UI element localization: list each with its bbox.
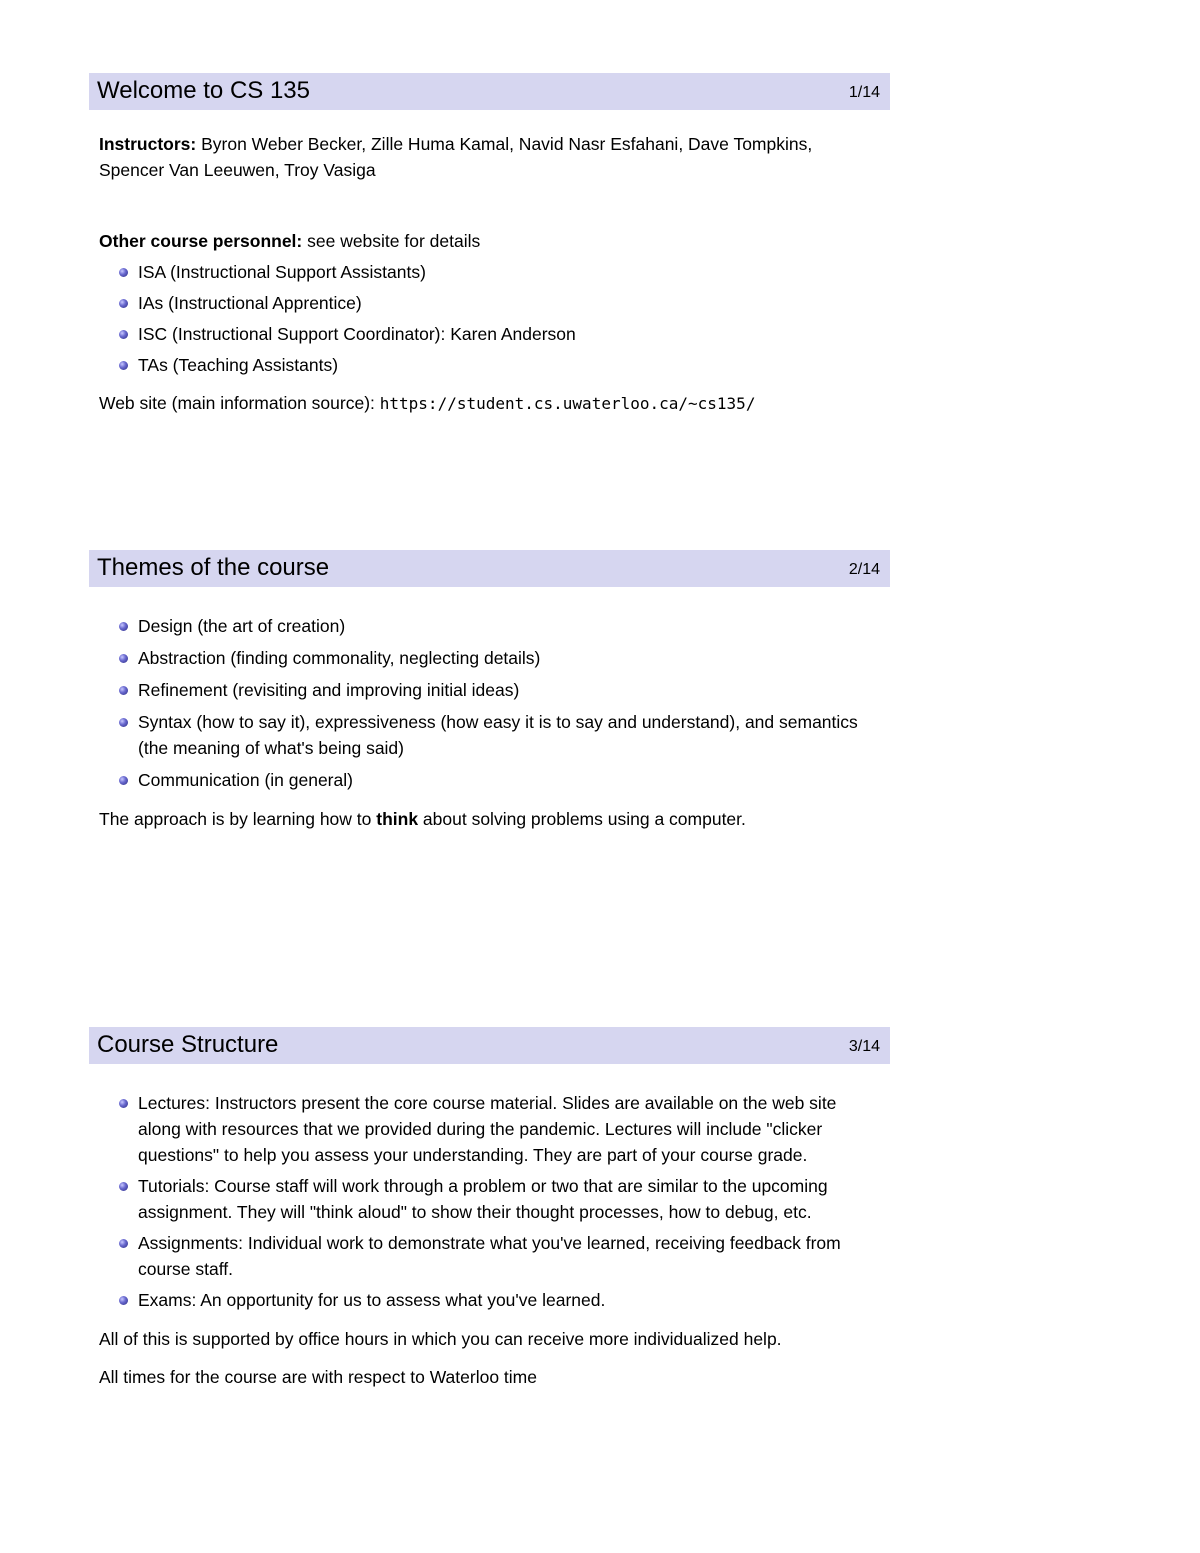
bullet-icon <box>119 776 128 785</box>
structure-list <box>99 1090 882 1313</box>
bullet-icon <box>119 686 128 695</box>
bullet-icon <box>119 1182 128 1191</box>
list-item <box>99 259 882 285</box>
personnel-label: Other course personnel: <box>99 231 303 251</box>
list-item-text: ISA (Instructional Support Assistants) <box>138 262 426 282</box>
website-paragraph <box>99 390 882 417</box>
slide-3-number: 3/14 <box>848 1038 880 1055</box>
list-item <box>99 677 882 703</box>
approach-text-before: The approach is by learning how to <box>99 809 377 829</box>
list-item-text: Abstraction (finding commonality, neglecting details) <box>138 648 541 668</box>
slide-3-header <box>89 1027 890 1064</box>
slide-1-header <box>89 73 890 110</box>
slide-1-body <box>99 131 882 417</box>
slide-3-title: Course Structure <box>97 1031 279 1058</box>
slide-1 <box>89 73 890 473</box>
bullet-icon <box>119 1296 128 1305</box>
list-item-text: Tutorials: Course staff will work through a problem or two that are similar to the upcoming assignment. They will "think aloud" to show their thought processes, how to debug, etc. <box>138 1176 828 1222</box>
slide-2-body <box>99 613 882 832</box>
list-item-text: Assignments: Individual work to demonstrate what you've learned, receiving feedback from course staff. <box>138 1233 841 1279</box>
slide-2-number: 2/14 <box>848 561 880 578</box>
list-item-text: Exams: An opportunity for us to assess what you've learned. <box>138 1290 606 1310</box>
list-item <box>99 321 882 347</box>
list-item-text: ISC (Instructional Support Coordinator): Karen Anderson <box>138 324 576 344</box>
instructors-text: Byron Weber Becker, Zille Huma Kamal, Navid Nasr Esfahani, Dave Tompkins, Spencer Van Leeuwen, Troy Vasiga <box>99 134 813 180</box>
closing-paragraph-1: All of this is supported by office hours in which you can receive more individualized help. <box>99 1329 782 1349</box>
approach-emphasis: think <box>376 809 419 829</box>
instructors-label: Instructors: <box>99 134 197 154</box>
slide-1-title: Welcome to CS 135 <box>97 77 310 104</box>
list-item-text: IAs (Instructional Apprentice) <box>138 293 362 313</box>
list-item <box>99 645 882 671</box>
closing-paragraph-2: All times for the course are with respect to Waterloo time <box>99 1367 537 1387</box>
list-item <box>99 1287 882 1313</box>
slide-2-title: Themes of the course <box>97 554 330 581</box>
slide-2-header <box>89 550 890 587</box>
instructors-paragraph <box>99 131 882 183</box>
list-item <box>99 709 882 761</box>
approach-text-after: about solving problems using a computer. <box>418 809 746 829</box>
list-item-text: Lectures: Instructors present the core course material. Slides are available on the web site along with resources that we provided during the pandemic. Lectures will include "clicker questions" to help you assess your understanding. They are part of your course grade. <box>138 1093 837 1165</box>
bullet-icon <box>119 361 128 370</box>
list-item-text: Design (the art of creation) <box>138 616 346 636</box>
list-item <box>99 1173 882 1225</box>
list-item-text: Refinement (revisiting and improving initial ideas) <box>138 680 520 700</box>
list-item <box>99 1090 882 1168</box>
slide-1-number: 1/14 <box>848 84 880 101</box>
list-item <box>99 1230 882 1282</box>
website-link[interactable]: https://student.cs.uwaterloo.ca/~cs135/ <box>379 394 756 413</box>
bullet-icon <box>119 654 128 663</box>
slide-2 <box>89 550 890 950</box>
personnel-list <box>99 259 882 378</box>
personnel-paragraph <box>99 228 882 254</box>
list-item-text: TAs (Teaching Assistants) <box>138 355 339 375</box>
bullet-icon <box>119 299 128 308</box>
bullet-icon <box>119 622 128 631</box>
slide-3-body <box>99 1090 882 1390</box>
bullet-icon <box>119 1239 128 1248</box>
website-label: Web site (main information source): <box>99 393 380 413</box>
themes-list <box>99 613 882 793</box>
bullet-icon <box>119 718 128 727</box>
bullet-icon <box>119 330 128 339</box>
list-item <box>99 613 882 639</box>
list-item <box>99 352 882 378</box>
personnel-text: see website for details <box>302 231 481 251</box>
list-item <box>99 290 882 316</box>
bullet-icon <box>119 1099 128 1108</box>
list-item-text: Syntax (how to say it), expressiveness (how easy it is to say and understand), and semantics (the meaning of what's being said) <box>138 712 858 758</box>
slide-3 <box>89 1027 890 1467</box>
list-item <box>99 767 882 793</box>
bullet-icon <box>119 268 128 277</box>
approach-paragraph <box>99 806 882 832</box>
list-item-text: Communication (in general) <box>138 770 353 790</box>
